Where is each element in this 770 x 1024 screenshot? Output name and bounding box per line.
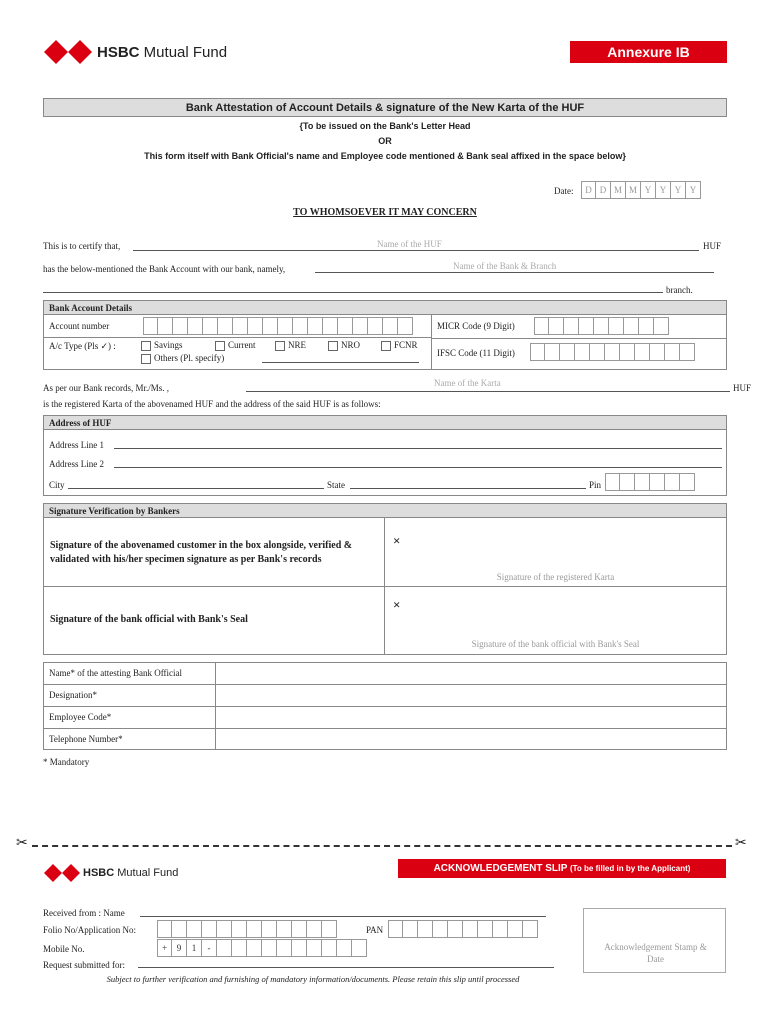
folio-cell[interactable] xyxy=(247,920,262,938)
karta-line2: is the registered Karta of the abovenamed HUF and the address of the said HUF is as follows: xyxy=(43,399,381,409)
folio-cell[interactable] xyxy=(277,920,292,938)
pin-cell[interactable] xyxy=(665,473,680,491)
mobile-cell[interactable] xyxy=(337,939,352,957)
micr-label: MICR Code (9 Digit) xyxy=(437,321,515,331)
account-cell[interactable] xyxy=(233,317,248,335)
date-field[interactable] xyxy=(581,181,701,199)
date-label: Date: xyxy=(554,186,574,196)
account-cell[interactable] xyxy=(263,317,278,335)
mobile-cell[interactable]: - xyxy=(202,939,217,957)
bank-branch-field[interactable] xyxy=(315,272,714,273)
ifsc-cell[interactable] xyxy=(545,343,560,361)
actype-current[interactable]: Current xyxy=(215,340,256,351)
folio-cell[interactable] xyxy=(202,920,217,938)
huf-name-placeholder: Name of the HUF xyxy=(377,239,442,249)
micr-cell[interactable] xyxy=(579,317,594,335)
brand-name xyxy=(97,44,227,61)
folio-label: Folio No/Application No: xyxy=(43,925,136,935)
hsbc-hexagon-icon xyxy=(44,864,80,882)
micr-cell[interactable] xyxy=(594,317,609,335)
address-header: Address of HUF xyxy=(43,415,727,430)
pin-cell[interactable] xyxy=(635,473,650,491)
ack-brand-rest: Mutual Fund xyxy=(114,867,179,879)
mobile-cell[interactable] xyxy=(247,939,262,957)
brand-bold: HSBC xyxy=(97,44,140,61)
pan-cell[interactable] xyxy=(463,920,478,938)
annexure-badge xyxy=(570,41,727,63)
account-number-label: Account number xyxy=(49,321,110,331)
mobile-cell[interactable] xyxy=(307,939,322,957)
folio-field[interactable] xyxy=(157,920,337,938)
micr-field[interactable] xyxy=(534,317,669,335)
bank-account-vdivider xyxy=(431,315,432,370)
huf-name-field[interactable] xyxy=(133,250,699,251)
karta-label: As per our Bank records, Mr./Ms. , xyxy=(43,383,169,393)
ack-brand-name xyxy=(83,867,178,879)
account-cell[interactable] xyxy=(248,317,263,335)
official-name-field[interactable] xyxy=(216,663,726,684)
pan-cell[interactable] xyxy=(523,920,538,938)
account-cell[interactable] xyxy=(398,317,413,335)
signature-row2-text: Signature of the bank official with Bank's Seal xyxy=(50,614,248,625)
account-cell[interactable] xyxy=(323,317,338,335)
form-title: Bank Attestation of Account Details & signature of the New Karta of the HUF xyxy=(43,98,727,117)
others-specify-field[interactable] xyxy=(262,362,419,363)
bank-account-rdivider xyxy=(431,338,727,339)
received-label: Received from : Name xyxy=(43,908,125,918)
signature-header: Signature Verification by Bankers xyxy=(43,503,727,518)
mobile-label: Mobile No. xyxy=(43,944,85,954)
account-cell[interactable] xyxy=(203,317,218,335)
micr-cell[interactable] xyxy=(639,317,654,335)
folio-cell[interactable] xyxy=(262,920,277,938)
hsbc-logo xyxy=(44,40,92,64)
date-cell[interactable]: Y xyxy=(656,181,671,199)
designation-field[interactable] xyxy=(216,685,726,706)
certify-label: This is to certify that, xyxy=(43,241,121,251)
date-cell[interactable]: D xyxy=(581,181,596,199)
scissors-icon: ✂ xyxy=(16,836,28,851)
state-field[interactable] xyxy=(350,488,586,489)
actype-label: A/c Type (Pls ✓) : xyxy=(49,341,116,351)
micr-cell[interactable] xyxy=(654,317,669,335)
bank-account-divider xyxy=(43,337,431,338)
received-name-field[interactable] xyxy=(140,916,546,917)
pan-cell[interactable] xyxy=(448,920,463,938)
nre-checkbox[interactable] xyxy=(275,341,285,351)
nro-checkbox[interactable] xyxy=(328,341,338,351)
pin-field[interactable] xyxy=(605,473,695,491)
mobile-cell[interactable] xyxy=(262,939,277,957)
request-label: Request submitted for: xyxy=(43,960,125,970)
address-line2-label: Address Line 2 xyxy=(49,459,104,469)
cross-mark-icon: × xyxy=(393,597,401,612)
micr-cell[interactable] xyxy=(609,317,624,335)
account-cell[interactable] xyxy=(173,317,188,335)
mobile-cell[interactable] xyxy=(352,939,367,957)
pan-cell[interactable] xyxy=(388,920,403,938)
date-cell[interactable]: M xyxy=(626,181,641,199)
micr-cell[interactable] xyxy=(624,317,639,335)
mobile-cell[interactable] xyxy=(292,939,307,957)
account-cell[interactable] xyxy=(278,317,293,335)
ifsc-cell[interactable] xyxy=(650,343,665,361)
mobile-cell[interactable]: 1 xyxy=(187,939,202,957)
designation-label: Designation* xyxy=(49,690,97,700)
ack-title-sub: (To be filled in by the Applicant) xyxy=(569,864,691,873)
ifsc-cell[interactable] xyxy=(680,343,695,361)
date-cell[interactable]: Y xyxy=(641,181,656,199)
signature-hdivider xyxy=(43,586,727,587)
pin-cell[interactable] xyxy=(680,473,695,491)
pan-cell[interactable] xyxy=(403,920,418,938)
mobile-cell[interactable] xyxy=(322,939,337,957)
account-number-field[interactable] xyxy=(143,317,413,335)
mandatory-note: * Mandatory xyxy=(43,757,90,767)
account-cell[interactable] xyxy=(383,317,398,335)
bank-account-header: Bank Account Details xyxy=(43,300,727,315)
mobile-cell[interactable] xyxy=(277,939,292,957)
ack-footer-note: Subject to further verification and furnishing of mandatory information/documents. Please retain this slip until processed xyxy=(106,974,520,984)
ack-title-badge xyxy=(398,859,726,878)
ifsc-cell[interactable] xyxy=(590,343,605,361)
concern-heading: TO WHOMSOEVER IT MAY CONCERN xyxy=(293,207,477,218)
huf-suffix: HUF xyxy=(703,241,722,251)
pan-label: PAN xyxy=(366,925,384,935)
title-sub1: {To be issued on the Bank's Letter Head xyxy=(299,121,471,131)
mobile-cell[interactable]: + xyxy=(157,939,172,957)
address-line1-label: Address Line 1 xyxy=(49,440,104,450)
ifsc-cell[interactable] xyxy=(560,343,575,361)
account-cell[interactable] xyxy=(143,317,158,335)
actype-fcnr[interactable]: FCNR xyxy=(381,340,418,351)
account-cell[interactable] xyxy=(308,317,323,335)
bank-branch-placeholder: Name of the Bank & Branch xyxy=(453,261,557,271)
cut-line xyxy=(32,845,732,847)
official-signature-caption: Signature of the bank official with Bank's Seal xyxy=(471,639,640,649)
official-name-label: Name* of the attesting Bank Official xyxy=(49,668,183,678)
karta-suffix: HUF xyxy=(733,383,752,393)
city-label: City xyxy=(49,480,65,490)
title-sub2: OR xyxy=(378,136,392,146)
employee-code-label: Employee Code* xyxy=(49,712,112,722)
folio-cell[interactable] xyxy=(217,920,232,938)
actype-savings[interactable]: Savings xyxy=(141,340,183,351)
bank-line-label: has the below-mentioned the Bank Account with our bank, namely, xyxy=(43,264,286,274)
ifsc-field[interactable] xyxy=(530,343,695,361)
official-signature-area[interactable] xyxy=(390,595,720,635)
account-cell[interactable] xyxy=(188,317,203,335)
pin-cell[interactable] xyxy=(605,473,620,491)
ifsc-label: IFSC Code (11 Digit) xyxy=(437,348,515,358)
pan-cell[interactable] xyxy=(418,920,433,938)
state-label: State xyxy=(327,480,345,490)
city-field[interactable] xyxy=(68,488,324,489)
savings-checkbox[interactable] xyxy=(141,341,151,351)
ack-stamp-label: Acknowledgement Stamp & Date xyxy=(604,942,707,964)
request-field[interactable] xyxy=(138,967,554,968)
account-cell[interactable] xyxy=(218,317,233,335)
branch-field[interactable] xyxy=(43,292,663,293)
hsbc-hexagon-icon xyxy=(44,40,92,64)
ifsc-cell[interactable] xyxy=(665,343,680,361)
address-line1-field[interactable] xyxy=(114,448,722,449)
folio-cell[interactable] xyxy=(307,920,322,938)
micr-cell[interactable] xyxy=(564,317,579,335)
micr-cell[interactable] xyxy=(549,317,564,335)
date-cell[interactable]: Y xyxy=(686,181,701,199)
account-cell[interactable] xyxy=(368,317,383,335)
ack-brand-bold: HSBC xyxy=(83,867,115,879)
employee-code-field[interactable] xyxy=(216,707,726,728)
mobile-field[interactable] xyxy=(157,939,367,957)
mobile-cell[interactable] xyxy=(217,939,232,957)
title-sub3: This form itself with Bank Official's name and Employee code mentioned & Bank seal affixed in the space below} xyxy=(144,151,626,161)
ack-hsbc-logo xyxy=(44,864,80,882)
karta-signature-caption: Signature of the registered Karta xyxy=(496,572,615,582)
account-cell[interactable] xyxy=(158,317,173,335)
current-checkbox[interactable] xyxy=(215,341,225,351)
folio-cell[interactable] xyxy=(322,920,337,938)
actype-others[interactable]: Others (Pl. specify) xyxy=(141,353,224,364)
branch-suffix: branch. xyxy=(666,285,693,295)
karta-name-placeholder: Name of the Karta xyxy=(434,378,501,388)
ack-title-main: ACKNOWLEDGEMENT SLIP xyxy=(433,863,568,874)
karta-signature-area[interactable] xyxy=(390,530,720,570)
scissors-icon: ✂ xyxy=(735,836,747,851)
pan-cell[interactable] xyxy=(433,920,448,938)
others-checkbox[interactable] xyxy=(141,354,151,364)
actype-nro[interactable]: NRO xyxy=(328,340,360,351)
folio-cell[interactable] xyxy=(157,920,172,938)
telephone-field[interactable] xyxy=(216,729,726,750)
cross-mark-icon: × xyxy=(393,533,401,548)
account-cell[interactable] xyxy=(353,317,368,335)
folio-cell[interactable] xyxy=(232,920,247,938)
signature-row1-text: Signature of the abovenamed customer in the box alongside, verified & validated with his/her specimen signature as per Bank's records xyxy=(50,540,353,565)
pan-cell[interactable] xyxy=(478,920,493,938)
address-line2-field[interactable] xyxy=(114,467,722,468)
fcnr-checkbox[interactable] xyxy=(381,341,391,351)
brand-rest: Mutual Fund xyxy=(139,44,228,61)
folio-cell[interactable] xyxy=(292,920,307,938)
date-cell[interactable]: Y xyxy=(671,181,686,199)
telephone-label: Telephone Number* xyxy=(49,734,123,744)
pin-label: Pin xyxy=(589,480,602,490)
mobile-cell[interactable] xyxy=(232,939,247,957)
pin-cell[interactable] xyxy=(650,473,665,491)
pin-cell[interactable] xyxy=(620,473,635,491)
annexure-label: Annexure IB xyxy=(607,44,690,60)
ifsc-cell[interactable] xyxy=(635,343,650,361)
account-cell[interactable] xyxy=(338,317,353,335)
ifsc-cell[interactable] xyxy=(620,343,635,361)
pan-cell[interactable] xyxy=(493,920,508,938)
pan-field[interactable] xyxy=(388,920,538,938)
folio-cell[interactable] xyxy=(172,920,187,938)
micr-cell[interactable] xyxy=(534,317,549,335)
date-cell[interactable]: D xyxy=(596,181,611,199)
date-cell[interactable]: M xyxy=(611,181,626,199)
karta-name-field[interactable] xyxy=(246,391,730,392)
account-cell[interactable] xyxy=(293,317,308,335)
ack-stamp-box xyxy=(583,908,726,973)
pan-cell[interactable] xyxy=(508,920,523,938)
actype-nre[interactable]: NRE xyxy=(275,340,306,351)
ifsc-cell[interactable] xyxy=(575,343,590,361)
mobile-cell[interactable]: 9 xyxy=(172,939,187,957)
folio-cell[interactable] xyxy=(187,920,202,938)
ifsc-cell[interactable] xyxy=(605,343,620,361)
ifsc-cell[interactable] xyxy=(530,343,545,361)
